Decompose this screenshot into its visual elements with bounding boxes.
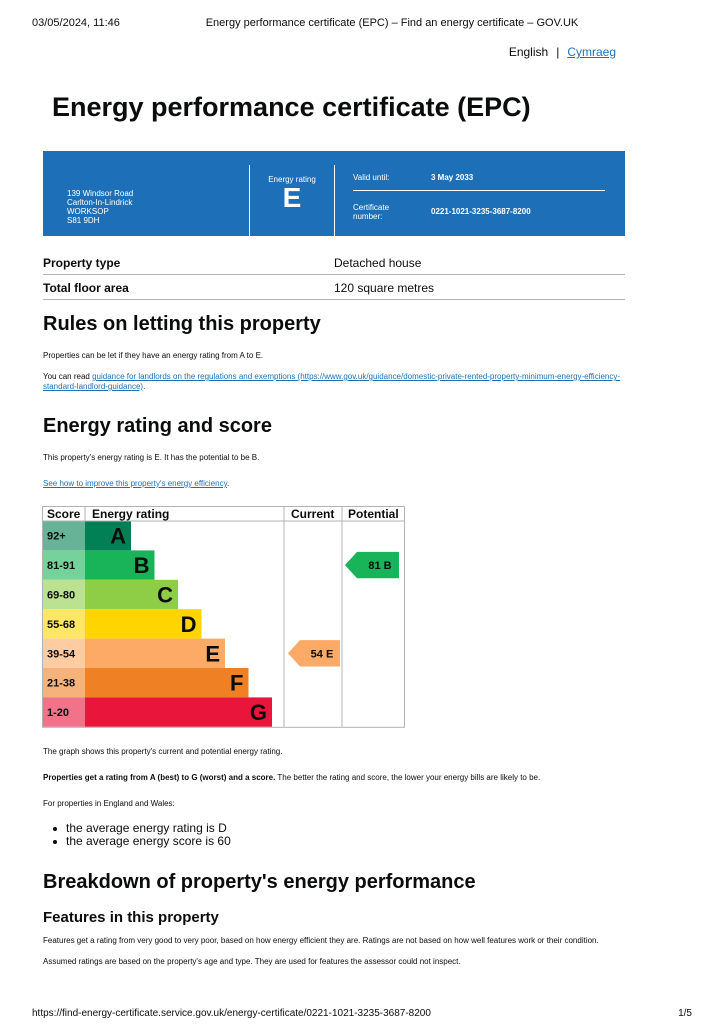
potential-rating-label: 81 B	[368, 560, 392, 573]
energy-rating-label: Energy rating	[268, 175, 316, 184]
floor-area-row	[43, 275, 625, 300]
band-bar-F	[85, 668, 249, 697]
energy-rating-box	[249, 165, 335, 238]
floor-area-value: 120 square metres	[334, 281, 435, 295]
valid-until-value: 3 May 2033	[431, 173, 474, 182]
band-letter-B: B	[133, 553, 150, 579]
language-separator: |	[556, 45, 560, 59]
band-score-D: 55-68	[47, 618, 76, 631]
language-current: English	[508, 45, 549, 59]
property-type-row	[43, 250, 625, 275]
band-score-F: 21-38	[47, 677, 76, 690]
property-details-table	[43, 250, 625, 300]
rating-explanation-rest: The better the rating and score, the lower your energy bills are likely to be.	[275, 773, 541, 782]
band-letter-E: E	[205, 641, 220, 667]
list-item: the average energy rating is D	[66, 822, 231, 835]
property-address	[67, 189, 133, 225]
print-page-number: 1/5	[678, 1008, 692, 1019]
current-rating-label: 54 E	[310, 648, 334, 661]
graph-explanation: The graph shows this property's current and potential energy rating.	[43, 747, 283, 756]
band-score-G: 1-20	[47, 707, 70, 720]
rules-paragraph-1: Properties can be let if they have an energy rating from A to E.	[43, 351, 264, 360]
floor-area-label: Total floor area	[43, 281, 129, 295]
rating-explanation-bold: Properties get a rating from A (best) to G (worst) and a score.	[43, 773, 276, 782]
chart-header-0: Score	[47, 507, 81, 521]
property-type-label: Property type	[43, 256, 121, 270]
certificate-number-label: Certificate number:	[353, 203, 390, 221]
band-letter-F: F	[230, 670, 244, 696]
print-header	[32, 17, 692, 31]
landlord-guidance-link[interactable]: guidance for landlords on the regulations and exemptions (https://www.gov.uk/guidance/domestic-private-rented-property-minimum-energy-efficiency-standard-landlord-guidance)	[43, 372, 621, 391]
epc-summary-panel	[43, 151, 625, 236]
print-page-title: Energy performance certificate (EPC) – Find an energy certificate – GOV.UK	[205, 17, 579, 29]
valid-until-label: Valid until:	[353, 173, 390, 182]
rules-paragraph-2	[43, 372, 623, 392]
band-letter-G: G	[249, 700, 267, 726]
band-score-C: 69-80	[47, 589, 76, 602]
improve-efficiency-link[interactable]: See how to improve this property's energy efficiency	[43, 479, 227, 488]
breakdown-heading: Breakdown of property's energy performance	[43, 871, 476, 893]
band-letter-A: A	[110, 523, 126, 549]
band-score-B: 81-91	[47, 560, 76, 573]
energy-rating-heading: Energy rating and score	[43, 415, 272, 437]
energy-rating-letter: E	[282, 182, 302, 213]
chart-header-2: Current	[291, 507, 335, 521]
print-date: 03/05/2024, 11:46	[32, 17, 120, 29]
certificate-meta	[353, 173, 605, 233]
features-subheading: Features in this property	[43, 909, 219, 926]
valid-until-row	[353, 173, 605, 191]
address-line-1: 139 Windsor Road	[67, 189, 134, 198]
list-item: the average energy score is 60	[66, 834, 231, 848]
property-type-value: Detached house	[334, 256, 422, 270]
band-bar-G	[85, 697, 272, 726]
rating-explanation	[43, 773, 633, 783]
improve-link-suffix: .	[227, 479, 230, 488]
address-line-2: Carlton-In-Lindrick	[67, 198, 133, 207]
england-wales-intro: For properties in England and Wales:	[43, 799, 175, 808]
certificate-number-value: 0221-1021-3235-3687-8200	[431, 207, 531, 216]
address-postcode: S81 9DH	[67, 216, 100, 225]
address-line-3: WORKSOP	[67, 207, 109, 216]
chart-header-3: Potential	[348, 507, 399, 521]
certificate-number-row	[353, 203, 605, 233]
rules-p2-suffix: .	[143, 382, 146, 391]
energy-rating-paragraph: This property's energy rating is E. It has the potential to be B.	[43, 453, 260, 462]
features-paragraph-2: Assumed ratings are based on the property's age and type. They are used for features the assessor could not inspect.	[43, 957, 461, 966]
band-letter-C: C	[157, 582, 173, 608]
language-link-cymraeg[interactable]: Cymraeg	[567, 45, 616, 59]
band-bar-E	[85, 639, 225, 668]
rules-p2-prefix: You can read	[43, 372, 93, 381]
improve-efficiency-paragraph	[43, 479, 633, 489]
band-score-E: 39-54	[47, 648, 76, 661]
band-score-A: 92+	[47, 530, 66, 543]
print-url: https://find-energy-certificate.service.gov.uk/energy-certificate/0221-1021-3235-3687-8200	[32, 1008, 431, 1019]
energy-rating-chart	[42, 506, 406, 728]
page-title: Energy performance certificate (EPC)	[52, 92, 531, 122]
band-letter-D: D	[180, 611, 197, 637]
language-switcher	[509, 45, 616, 59]
features-paragraph-1: Features get a rating from very good to very poor, based on how energy efficient they are. Ratings are not based on how well features work or their condition.	[43, 936, 599, 945]
average-ratings-list	[66, 822, 231, 848]
rules-heading: Rules on letting this property	[43, 313, 321, 335]
chart-header-1: Energy rating	[92, 507, 170, 521]
